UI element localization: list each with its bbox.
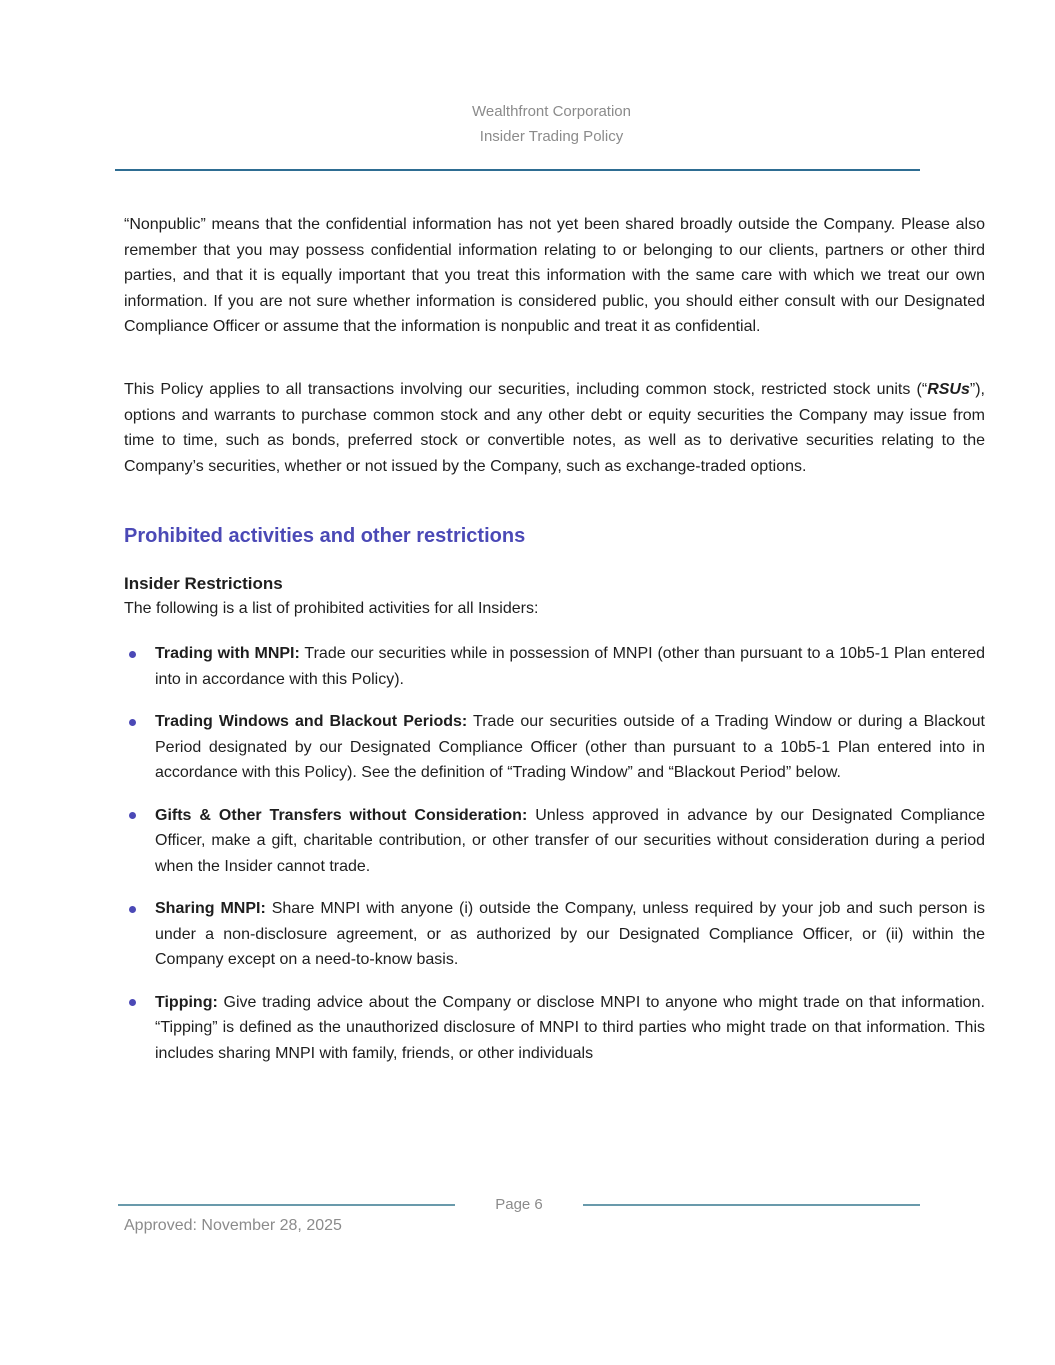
paragraph-nonpublic-definition: “Nonpublic” means that the confidential information has not yet been shared broadly outside the Company. Please also remember that you may possess confidential information relating to or belonging to our clients, partners or other third parties, and that it is equally important that you treat this information with the same care with which we treat our own information. If you are not sure whether information is considered public, you should either consult with our Designated Compliance Officer or assume that the information is nonpublic and treat it as confidential. xyxy=(124,216,985,335)
paragraph-policy-scope-before: This Policy applies to all transactions involving our securities, including common stock, restricted stock units (“ xyxy=(124,381,928,398)
approved-date: Approved: November 28, 2025 xyxy=(124,1217,342,1234)
bullet-text: Share MNPI with anyone (i) outside the Company, unless required by your job and such person is under a non-disclosure agreement, or as authorized by our Designated Compliance Officer, or (ii) within the Company except on a need-to-know basis. xyxy=(155,900,986,968)
bullet-label: Trading Windows and Blackout Periods: xyxy=(155,713,468,730)
page-footer xyxy=(118,1196,920,1214)
list-item-gifts-transfers xyxy=(124,803,985,880)
header-company-name: Wealthfront Corporation xyxy=(472,103,631,120)
page-header xyxy=(118,99,985,149)
footer-divider-right xyxy=(583,1204,920,1206)
bullet-text: Trade our securities while in possession of MNPI (other than pursuant to a 10b5-1 Plan entered into in accordance with this Policy). xyxy=(155,645,986,688)
section-heading-prohibited-activities: Prohibited activities and other restrictions xyxy=(124,525,526,547)
list-item-trading-with-mnpi xyxy=(124,641,985,692)
prohibited-activities-list xyxy=(124,641,985,1083)
list-item-sharing-mnpi xyxy=(124,896,985,973)
list-item-tipping xyxy=(124,990,985,1067)
paragraph-policy-scope-after: ”), options and warrants to purchase common stock and any other debt or equity securities the Company may issue from time to time, such as bonds, preferred stock or convertible notes, as well as to derivative securities relating to the Company’s securities, whether or not issued by the Company, such as exchange-traded options. xyxy=(124,381,985,475)
bullet-label: Sharing MNPI: xyxy=(155,900,266,917)
rsus-emphasis: RSUs xyxy=(927,381,970,398)
bullet-label: Tipping: xyxy=(155,993,218,1011)
bullet-label: Trading with MNPI: xyxy=(155,645,300,662)
list-intro: The following is a list of prohibited activities for all Insiders: xyxy=(124,600,539,617)
footer-divider-left xyxy=(118,1204,455,1206)
header-document-title: Insider Trading Policy xyxy=(479,128,624,145)
page-number: Page 6 xyxy=(495,1196,543,1213)
list-item-trading-windows xyxy=(124,709,985,786)
bullet-text: Unless approved in advance by our Designated Compliance Officer, make a gift, charitable contribution, or other transfer of our securities without consideration during a period when the Insider cannot trade. xyxy=(155,806,985,875)
subsection-heading-insider-restrictions: Insider Restrictions xyxy=(124,574,283,593)
paragraph-policy-scope xyxy=(124,377,985,479)
bullet-label: Gifts & Other Transfers without Consideration: xyxy=(155,806,528,824)
header-divider xyxy=(115,169,920,171)
bullet-text: Give trading advice about the Company or disclose MNPI to anyone who might trade on that information. “Tipping” is defined as the unauthorized disclosure of MNPI to third parties who might trade on that information. This includes sharing MNPI with family, friends, or other individuals xyxy=(155,993,985,1062)
bullet-text: Trade our securities outside of a Trading Window or during a Blackout Period designated by our Designated Compliance Officer (other than pursuant to a 10b5-1 Plan entered into in accordance with this Policy). See the definition of “Trading Window” and “Blackout Period” below. xyxy=(155,713,985,781)
